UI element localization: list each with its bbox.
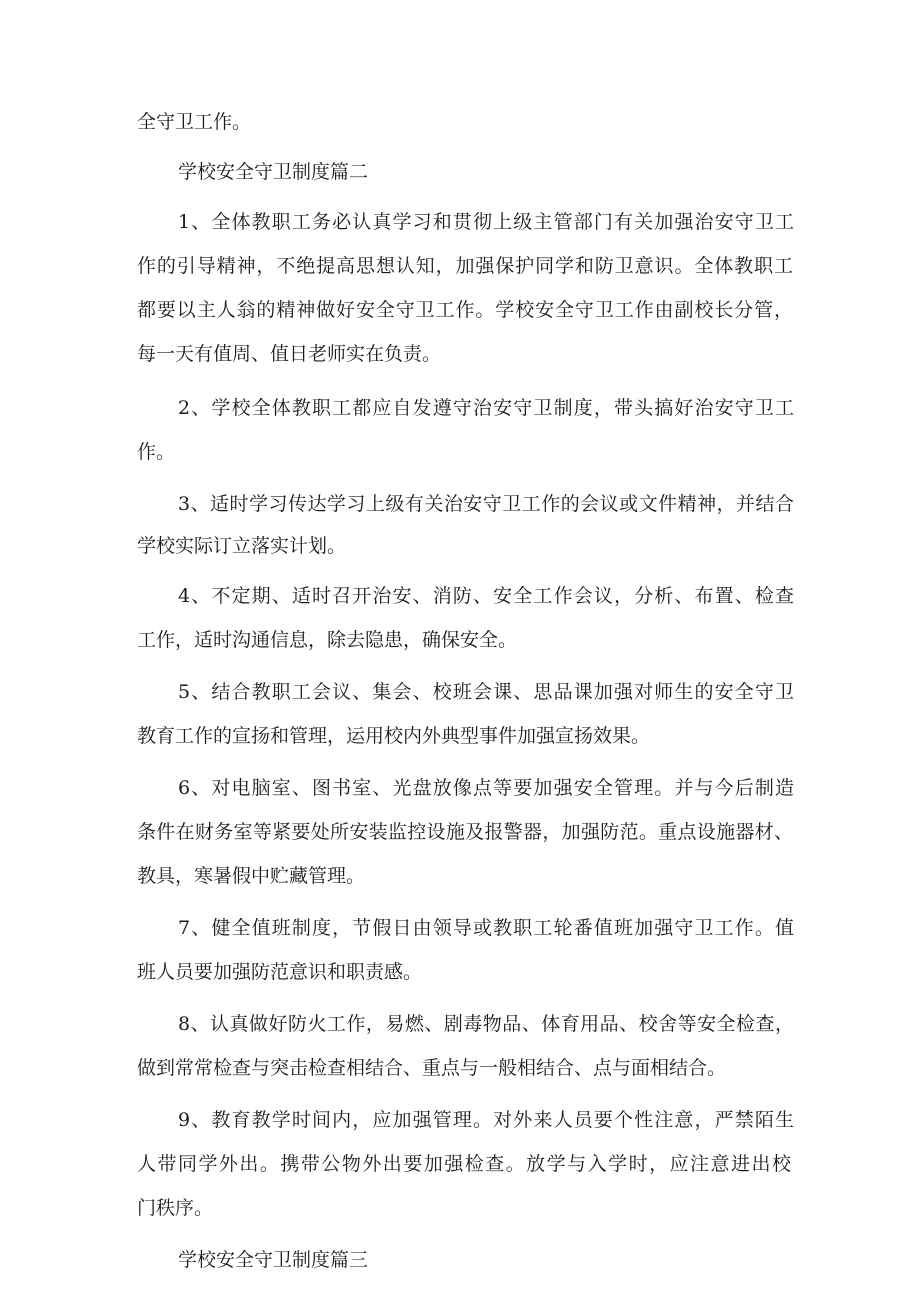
- item-3-line-2: 学校实际订立落实计划。: [137, 535, 347, 557]
- item-9-line-3: 门秩序。: [137, 1197, 214, 1219]
- item-7-line-2: 班人员要加强防范意识和职责感。: [137, 961, 423, 983]
- item-8-line-2: 做到常常检查与突击检查相结合、重点与一般相结合、点与面相结合。: [137, 1057, 727, 1079]
- item-1-line-1: 1、全体教职工务必认真学习和贯彻上级主管部门有关加强治安守卫工: [178, 211, 794, 233]
- item-5-line-2: 教育工作的宣扬和管理，运用校内外典型事件加强宣扬效果。: [137, 725, 651, 747]
- item-6-line-3: 教具，寒暑假中贮藏管理。: [137, 865, 366, 887]
- item-9-line-2: 人带同学外出。携带公物外出要加强检查。放学与入学时，应注意进出校: [137, 1153, 791, 1175]
- item-3-line-1: 3、适时学习传达学习上级有关治安守卫工作的会议或文件精神，并结合: [178, 493, 794, 515]
- item-5-line-1: 5、结合教职工会议、集会、校班会课、思品课加强对师生的安全守卫: [178, 681, 794, 703]
- item-1-line-4: 每一天有值周、值日老师实在负责。: [137, 343, 442, 365]
- item-6-line-2: 条件在财务室等紧要处所安装监控设施及报警器，加强防范。重点设施器材、: [137, 821, 793, 843]
- item-4-line-1: 4、不定期、适时召开治安、消防、安全工作会议，分析、布置、检查: [178, 585, 794, 607]
- item-4-line-2: 工作，适时沟通信息，除去隐患，确保安全。: [137, 629, 518, 651]
- item-1-line-2: 作的引导精神，不绝提高思想认知，加强保护同学和防卫意识。全体教职工: [137, 255, 793, 277]
- item-9-line-1: 9、教育教学时间内，应加强管理。对外来人员要个性注意，严禁陌生: [178, 1109, 794, 1131]
- item-2-line-1: 2、学校全体教职工都应自发遵守治安守卫制度，带头搞好治安守卫工: [178, 397, 794, 419]
- item-2-line-2: 作。: [137, 441, 176, 463]
- item-6-line-1: 6、对电脑室、图书室、光盘放像点等要加强安全管理。并与今后制造: [178, 777, 794, 799]
- item-8-line-1: 8、认真做好防火工作，易燃、剧毒物品、体育用品、校舍等安全检查，: [178, 1013, 794, 1035]
- item-1-line-3: 都要以主人翁的精神做好安全守卫工作。学校安全守卫工作由副校长分管，: [137, 299, 793, 321]
- section-heading-2: 学校安全守卫制度篇二: [178, 161, 369, 183]
- continuation-text: 全守卫工作。: [137, 111, 252, 133]
- section-heading-3: 学校安全守卫制度篇三: [178, 1249, 369, 1271]
- item-7-line-1: 7、健全值班制度，节假日由领导或教职工轮番值班加强守卫工作。值: [178, 917, 794, 939]
